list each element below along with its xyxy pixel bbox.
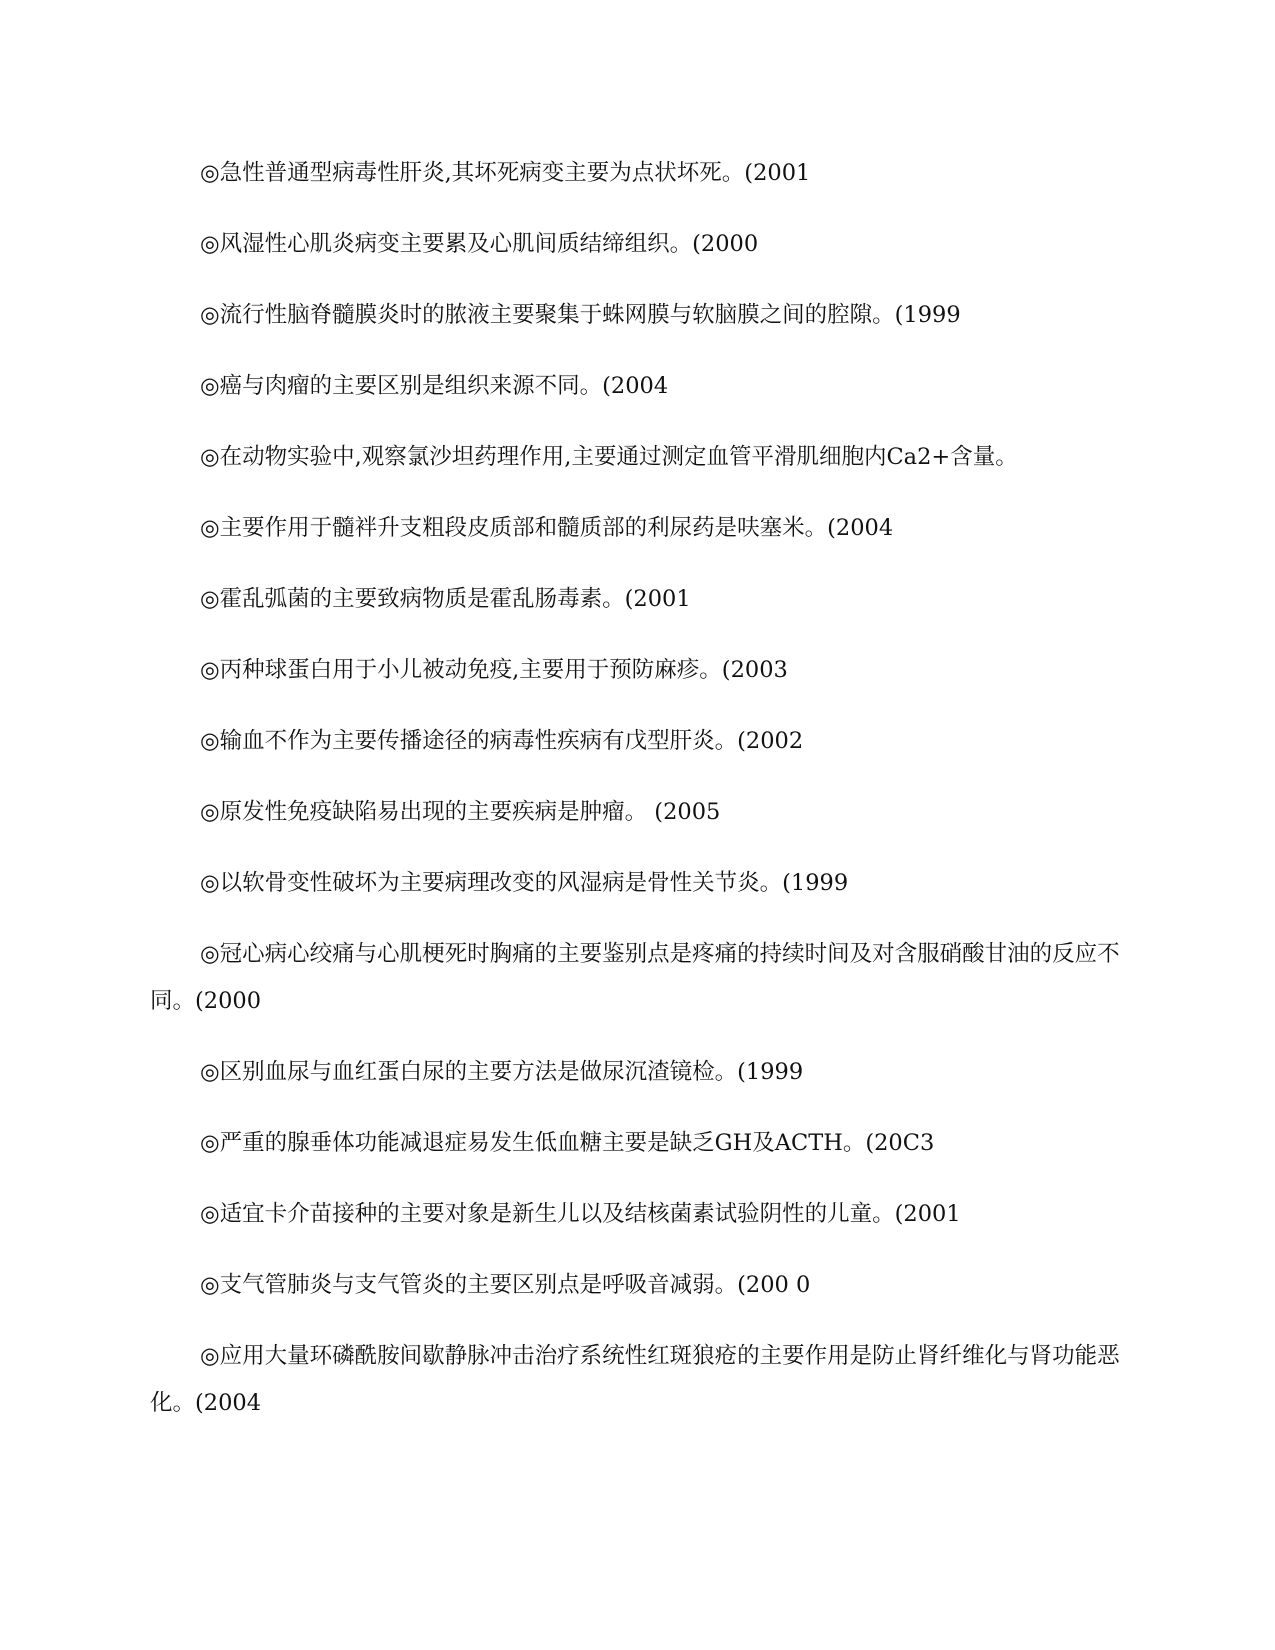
paragraph: ◎支气管肺炎与支气管炎的主要区别点是呼吸音减弱。(200 0 bbox=[200, 1272, 811, 1298]
document-body bbox=[150, 150, 1125, 1451]
paragraph: ◎霍乱弧菌的主要致病物质是霍乱肠毒素。(2001 bbox=[200, 586, 691, 612]
paragraph: ◎原发性免疫缺陷易出现的主要疾病是肿瘤。 (2005 bbox=[200, 799, 721, 825]
paragraph: ◎严重的腺垂体功能减退症易发生低血糖主要是缺乏GH及ACTH。(20C3 bbox=[200, 1130, 935, 1156]
paragraph: ◎在动物实验中,观察氯沙坦药理作用,主要通过测定血管平滑肌细胞内Ca2+含量。 bbox=[200, 444, 1018, 470]
paragraph: ◎适宜卡介苗接种的主要对象是新生儿以及结核菌素试验阴性的儿童。(2001 bbox=[200, 1201, 961, 1227]
paragraph: ◎以软骨变性破坏为主要病理改变的风湿病是骨性关节炎。(1999 bbox=[200, 870, 849, 896]
paragraph: ◎急性普通型病毒性肝炎,其坏死病变主要为点状坏死。(2001 bbox=[200, 160, 811, 186]
paragraph: ◎区别血尿与血红蛋白尿的主要方法是做尿沉渣镜检。(1999 bbox=[200, 1059, 804, 1085]
paragraph: ◎癌与肉瘤的主要区别是组织来源不同。(2004 bbox=[200, 373, 669, 399]
paragraph: ◎风湿性心肌炎病变主要累及心肌间质结缔组织。(2000 bbox=[200, 231, 759, 257]
paragraph: ◎流行性脑脊髓膜炎时的脓液主要聚集于蛛网膜与软脑膜之间的腔隙。(1999 bbox=[200, 302, 961, 328]
paragraph: ◎主要作用于髓袢升支粗段皮质部和髓质部的利尿药是呋塞米。(2004 bbox=[200, 515, 894, 541]
paragraph: ◎输血不作为主要传播途径的病毒性疾病有戊型肝炎。(2002 bbox=[200, 728, 804, 754]
paragraph: ◎丙种球蛋白用于小儿被动免疫,主要用于预防麻疹。(2003 bbox=[200, 657, 788, 683]
paragraph: ◎应用大量环磷酰胺间歇静脉冲击治疗系统性红斑狼疮的主要作用是防止肾纤维化与肾功能恶化。(2004 bbox=[150, 1343, 1120, 1416]
paragraph: ◎冠心病心绞痛与心肌梗死时胸痛的主要鉴别点是疼痛的持续时间及对含服硝酸甘油的反应不同。(2000 bbox=[150, 941, 1120, 1014]
